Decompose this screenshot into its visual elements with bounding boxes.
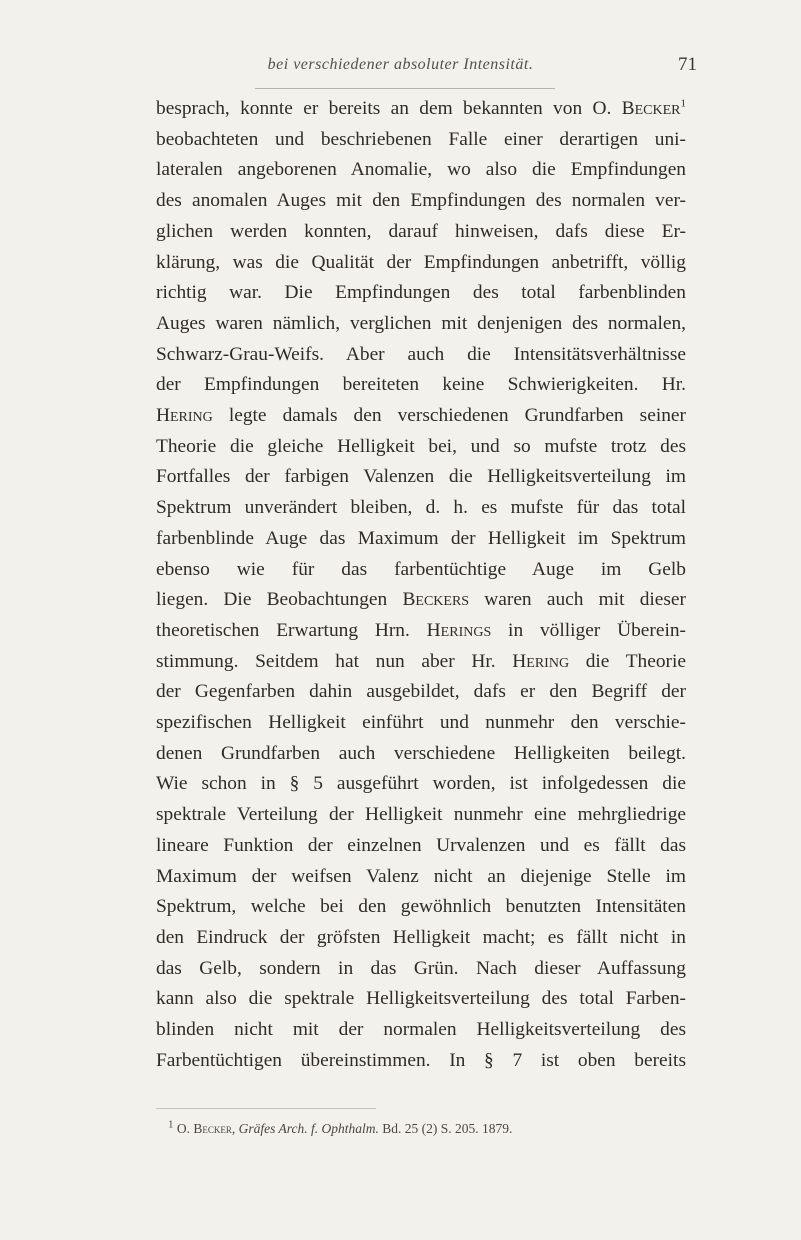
text-line: beobachteten und beschriebenen Falle einer derartigen uni- <box>156 128 686 150</box>
footnote: $^1$ O. Becker, Gräfes Arch. f. Ophthalm. Bd. 25 (2) S. 205. 1879. <box>168 1118 513 1136</box>
text-line: Theorie die gleiche Helligkeit bei, und so mufste trotz des <box>156 435 686 457</box>
text-line: spezifischen Helligkeit einführt und nunmehr den verschie- <box>156 712 686 734</box>
text-line: klärung, was die Qualität der Empfindungen anbetrifft, völlig <box>156 251 686 273</box>
author-name: Hering <box>512 650 570 672</box>
footnote-marker: 1 <box>680 97 686 110</box>
text-line: liegen. Die Beobachtungen Beckers waren auch mit dieser <box>156 589 686 611</box>
text-line: farbenblinde Auge das Maximum der Helligkeit im Spektrum <box>156 527 686 549</box>
text-line: denen Grundfarben auch verschiedene Helligkeiten beilegt. <box>156 742 686 764</box>
text-line: Auges waren nämlich, verglichen mit denjenigen des normalen, <box>156 312 686 334</box>
text-line: Maximum der weifsen Valenz nicht an diejenige Stelle im <box>156 865 686 887</box>
text-line: besprach, konnte er bereits an dem bekannten von O. Becker$^1$ <box>156 97 686 119</box>
running-head: bei verschiedener absoluter Intensität. <box>267 56 534 73</box>
text-line: theoretischen Erwartung Hrn. Herings in völliger Überein- <box>156 619 686 641</box>
text-line: Hering legte damals den verschiedenen Grundfarben seiner <box>156 405 686 427</box>
text-line: lineare Funktion der einzelnen Urvalenzen und es fällt das <box>156 834 686 856</box>
text-line: Schwarz-Grau-Weifs. Aber auch die Intensitätsverhältnisse <box>156 343 686 365</box>
text-line: Spektrum, welche bei den gewöhnlich benutzten Intensitäten <box>156 896 686 918</box>
footnote-number: 1 <box>168 1118 174 1131</box>
text-line: spektrale Verteilung der Helligkeit nunmehr eine mehrgliedrige <box>156 804 686 826</box>
page-number: 71 <box>678 54 697 75</box>
footnote-author: O. Becker <box>176 1121 232 1136</box>
author-name: Beckers <box>402 589 470 611</box>
text-line: der Gegenfarben dahin ausgebildet, dafs er den Begriff der <box>156 681 686 703</box>
header-rule <box>255 88 555 89</box>
text-line: Wie schon in § 5 ausgeführt worden, ist infolgedessen die <box>156 773 686 795</box>
text-line: das Gelb, sondern in das Grün. Nach dieser Auffassung <box>156 957 686 979</box>
text-line: ebenso wie für das farbentüchtige Auge im Gelb <box>156 558 686 580</box>
text-line: richtig war. Die Empfindungen des total farbenblinden <box>156 282 686 304</box>
text-line: den Eindruck der gröfsten Helligkeit macht; es fällt nicht in <box>156 926 686 948</box>
footnote-rule <box>156 1108 376 1109</box>
text-line: kann also die spektrale Helligkeitsverteilung des total Farben- <box>156 988 686 1010</box>
text-line: Spektrum unverändert bleiben, d. h. es mufste für das total <box>156 497 686 519</box>
text-line: glichen werden konnten, darauf hinweisen, dafs diese Er- <box>156 220 686 242</box>
text-line: stimmung. Seitdem hat nun aber Hr. Hering die Theorie <box>156 650 687 672</box>
text-line: lateralen angeborenen Anomalie, wo also die Empfindungen <box>156 159 686 181</box>
footnote-details: Bd. 25 (2) S. 205. 1879. <box>378 1121 513 1136</box>
author-name: Herings <box>426 619 492 641</box>
author-name: Becker <box>621 98 681 119</box>
text-line: Farbentüchtigen übereinstimmen. In § 7 ist oben bereits <box>156 1049 686 1071</box>
text-line: der Empfindungen bereiteten keine Schwierigkeiten. Hr. <box>156 374 686 396</box>
footnote-journal: Gräfes Arch. f. Ophthalm. <box>238 1121 379 1136</box>
text-line: des anomalen Auges mit den Empfindungen des normalen ver- <box>156 190 686 212</box>
author-name: Hering <box>156 405 213 427</box>
text-line: Fortfalles der farbigen Valenzen die Helligkeitsverteilung im <box>156 466 686 488</box>
text-line: blinden nicht mit der normalen Helligkeitsverteilung des <box>156 1019 686 1041</box>
body-text <box>156 94 686 1077</box>
